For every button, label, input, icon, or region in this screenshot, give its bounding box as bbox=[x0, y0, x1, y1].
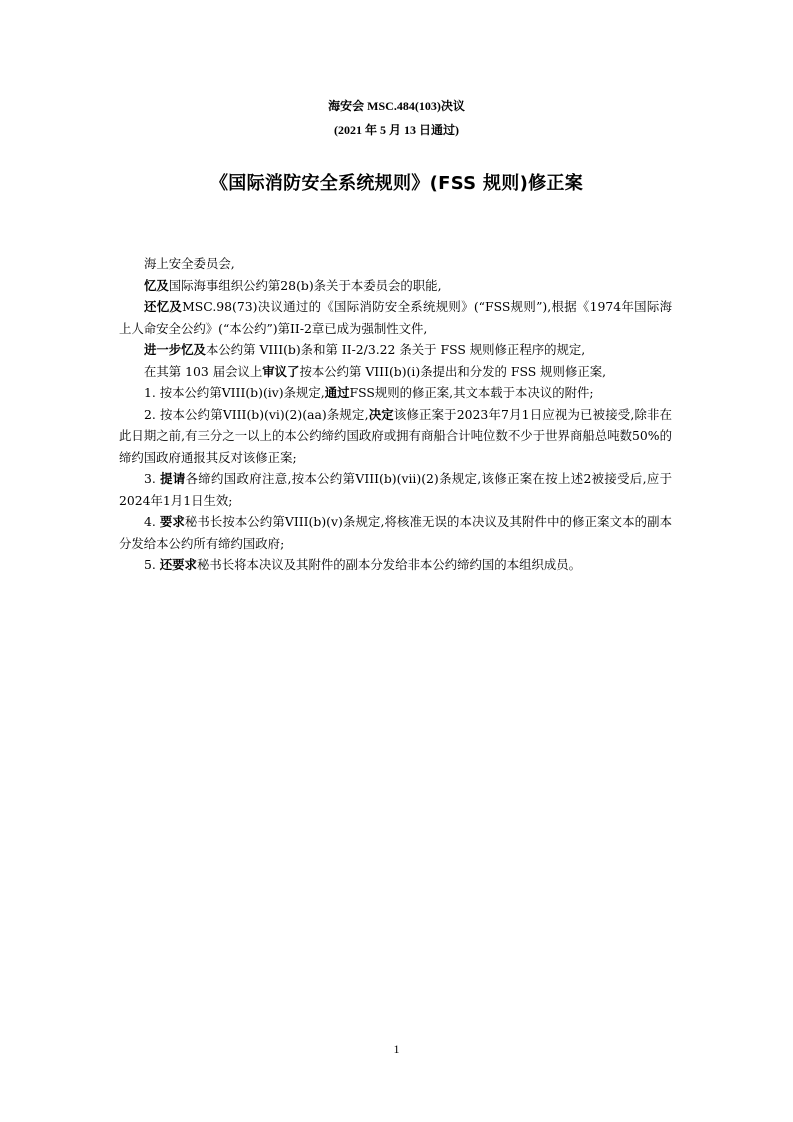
paragraph-operative-4: 4. 要求秘书长按本公约第VIII(b)(v)条规定,将核准无误的本决议及其附件中的修正案文本的副本分发给本公约所有缔约国政府; bbox=[119, 514, 672, 551]
paragraph-recalling-further: 进一步忆及本公约第 VIII(b)条和第 II-2/3.22 条关于 FSS 规则修正程序的规定, bbox=[144, 342, 586, 357]
paragraph-recalling: 忆及国际海事组织公约第28(b)条关于本委员会的职能, bbox=[144, 277, 442, 293]
paragraph-operative-1: 1. 按本公约第VIII(b)(iv)条规定,通过FSS规则的修正案,其文本载于本决议的附件; bbox=[144, 385, 594, 400]
page-number: 1 bbox=[393, 1042, 400, 1056]
paragraph-having-considered: 在其第 103 届会议上审议了按本公约第 VIII(b)(i)条提出和分发的 FSS 规则修正案, bbox=[144, 363, 607, 379]
resolution-number: 海安会 MSC.484(103)决议 bbox=[328, 99, 465, 113]
document-title: 《国际消防安全系统规则》(FSS 规则)修正案 bbox=[209, 173, 584, 194]
resolution-body bbox=[119, 253, 672, 576]
paragraph-preamble: 海上安全委员会, bbox=[144, 256, 235, 271]
paragraph-operative-3: 3. 提请各缔约国政府注意,按本公约第VIII(b)(vii)(2)条规定,该修正案在按上述2被接受后,应于2024年1月1日生效; bbox=[119, 471, 673, 508]
paragraph-operative-5: 5. 还要求秘书长将本决议及其附件的副本分发给非本公约缔约国的本组织成员。 bbox=[144, 557, 582, 572]
adoption-date: (2021 年 5 月 13 日通过) bbox=[334, 123, 459, 137]
paragraph-recalling-also: 还忆及MSC.98(73)决议通过的《国际消防安全系统规则》(“FSS规则”),根据《1974年国际海上人命安全公约》(“本公约”)第II-2章已成为强制性文件, bbox=[119, 299, 672, 336]
paragraph-operative-2: 2. 按本公约第VIII(b)(vi)(2)(aa)条规定,决定该修正案于2023年7月1日应视为已被接受,除非在此日期之前,有三分之一以上的本公约缔约国政府或拥有商船合计吨位数不少于世界商船总吨数50%的缔约国政府通报其反对该修正案; bbox=[119, 406, 673, 465]
